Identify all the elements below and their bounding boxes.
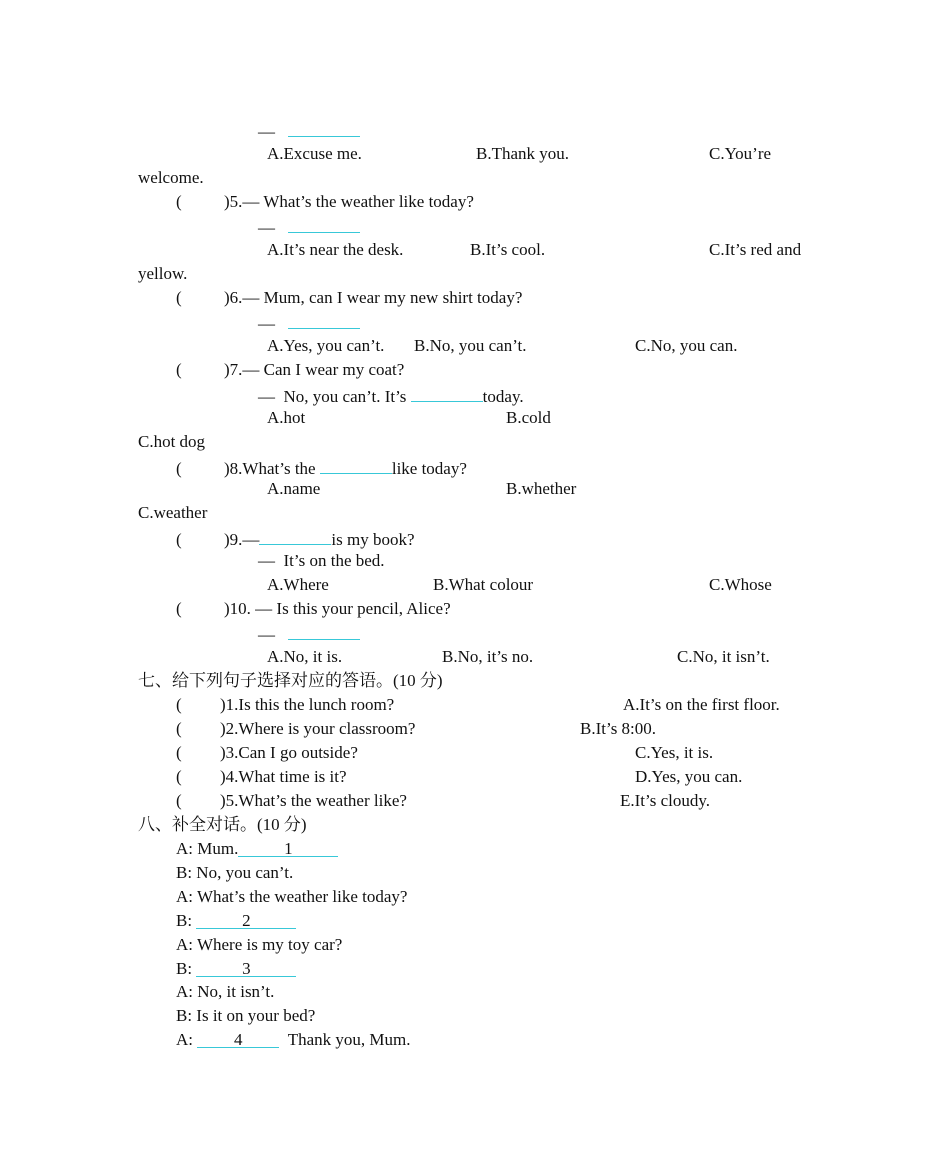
s7-question-3: ( )3.Can I go outside?: [176, 743, 358, 762]
q7-option-a: A.hot: [267, 408, 306, 427]
s7-answer-a: A.It’s on the first floor.: [623, 695, 780, 714]
q7-reply-line: — No, you can’t. It’s today.: [258, 384, 524, 407]
q5-option-c: C.It’s red and: [709, 240, 802, 259]
dialogue-line-4: B: 2: [176, 911, 296, 931]
dialogue-line-9: A: 4 Thank you, Mum.: [176, 1030, 411, 1049]
q9-question: ( )9.— is my book?: [176, 527, 415, 550]
q10-option-b: B.No, it’s no.: [442, 647, 534, 666]
q5-reply-line: —: [258, 215, 360, 238]
section-8-title: 八、补全对话。(10 分): [138, 815, 307, 834]
q7-option-b: B.cold: [506, 408, 551, 427]
dialogue-blank-1[interactable]: 1: [238, 839, 338, 857]
q10-option-c: C.No, it isn’t.: [677, 647, 770, 666]
q5-question: ( )5.— What’s the weather like today?: [176, 192, 474, 211]
q4-option-a: A.Excuse me.: [267, 144, 362, 163]
dialogue-line-1: A: Mum. 1: [176, 839, 338, 859]
s7-question-1: ( )1.Is this the lunch room?: [176, 695, 395, 714]
s7-question-4: ( )4.What time is it?: [176, 767, 347, 786]
q9-option-c: C.Whose: [709, 575, 772, 594]
s7-answer-e: E.It’s cloudy.: [620, 791, 711, 810]
q6-reply-line: —: [258, 311, 360, 334]
dialogue-blank-4[interactable]: 4: [197, 1030, 279, 1048]
q10-reply-line: —: [258, 622, 360, 645]
q9-option-a: A.Where: [267, 575, 329, 594]
answer-blank[interactable]: [288, 119, 360, 137]
dialogue-blank-3[interactable]: 3: [196, 959, 296, 977]
q4-reply-line: —: [258, 119, 360, 142]
dialogue-line-5: A: Where is my toy car?: [176, 935, 343, 954]
q9-option-b: B.What colour: [433, 575, 534, 594]
answer-blank[interactable]: [320, 456, 392, 474]
answer-blank[interactable]: [411, 384, 483, 402]
answer-blank[interactable]: [288, 311, 360, 329]
dialogue-line-8: B: Is it on your bed?: [176, 1006, 316, 1025]
section-7-title: 七、给下列句子选择对应的答语。(10 分): [138, 671, 443, 690]
q8-option-a: A.name: [267, 479, 321, 498]
s7-answer-d: D.Yes, you can.: [635, 767, 743, 786]
q5-option-c-wrap: yellow.: [138, 264, 188, 283]
dialogue-line-7: A: No, it isn’t.: [176, 982, 275, 1001]
answer-blank[interactable]: [288, 622, 360, 640]
q6-question: ( )6.— Mum, can I wear my new shirt today?: [176, 288, 523, 307]
q6-option-b: B.No, you can’t.: [414, 336, 527, 355]
answer-blank[interactable]: [259, 527, 331, 545]
q10-question: ( )10. — Is this your pencil, Alice?: [176, 599, 451, 618]
q5-option-b: B.It’s cool.: [470, 240, 546, 259]
dialogue-blank-2[interactable]: 2: [196, 911, 296, 929]
q8-option-b: B.whether: [506, 479, 577, 498]
q4-option-c-wrap: welcome.: [138, 168, 204, 187]
q6-option-c: C.No, you can.: [635, 336, 738, 355]
dialogue-line-3: A: What’s the weather like today?: [176, 887, 408, 906]
q7-option-c-wrap: C.hot dog: [138, 432, 206, 451]
s7-answer-c: C.Yes, it is.: [635, 743, 714, 762]
q4-option-c: C.You’re: [709, 144, 772, 163]
s7-answer-b: B.It’s 8:00.: [580, 719, 657, 738]
q10-option-a: A.No, it is.: [267, 647, 343, 666]
q4-option-b: B.Thank you.: [476, 144, 570, 163]
answer-blank[interactable]: [288, 215, 360, 233]
q8-question: ( )8.What’s the like today?: [176, 456, 467, 479]
q5-option-a: A.It’s near the desk.: [267, 240, 404, 259]
q9-reply-line: — It’s on the bed.: [258, 551, 385, 570]
q7-question: ( )7.— Can I wear my coat?: [176, 360, 405, 379]
s7-question-5: ( )5.What’s the weather like?: [176, 791, 407, 810]
dialogue-line-6: B: 3: [176, 959, 296, 979]
dialogue-line-2: B: No, you can’t.: [176, 863, 294, 882]
s7-question-2: ( )2.Where is your classroom?: [176, 719, 416, 738]
q8-option-c-wrap: C.weather: [138, 503, 208, 522]
q6-option-a: A.Yes, you can’t.: [267, 336, 385, 355]
